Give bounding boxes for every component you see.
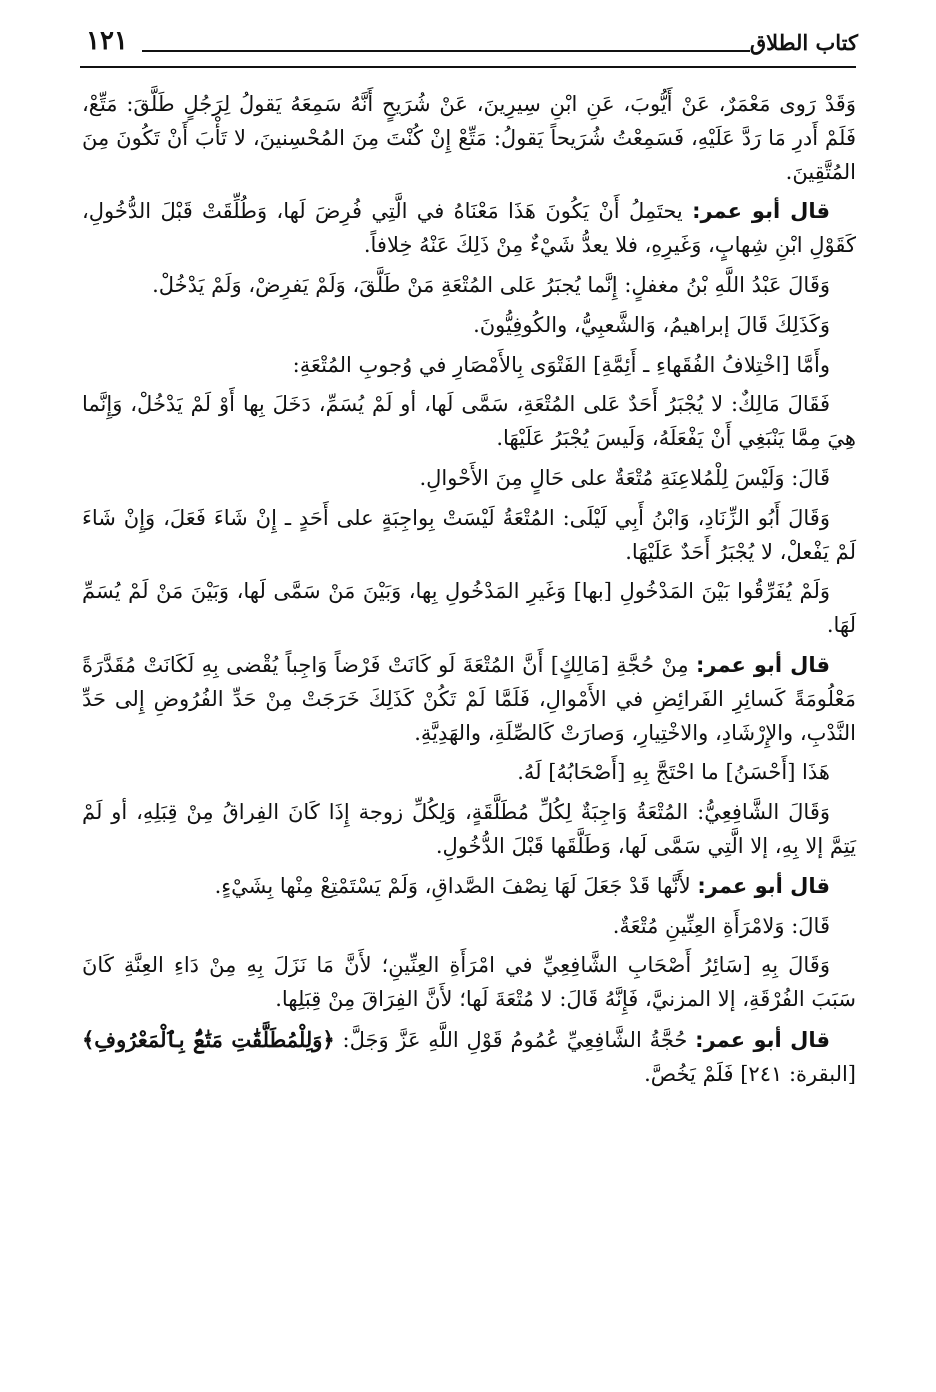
paragraph: وَكَذَلِكَ قَالَ إبراهيمُ، وَالشَّعبِيُّ، والكُوفِيُّونَ. [473,312,830,337]
page-number: ١٢١ [86,26,128,56]
header-rule [80,66,856,68]
paragraph: قَالَ: وَلَيْسَ لِلْمُلاعِنَةِ مُتْعَةٌ على حَالٍ مِنَ الأَحْوالِ. [419,465,830,490]
paragraph: قال أبو عمر: لأَنَّها قَدْ جَعَلَ لَهَا نِصْفَ الصَّداقِ، وَلَمْ يَسْتَمْتِعْ مِنْها بِشَيْءٍ. [214,873,830,898]
author-lead: قال أبو عمر: [696,652,830,677]
paragraph: وَقَالَ أَبُو الزِّنَادِ، وَابْنُ أَبِي لَيْلَى: المُتْعَةُ لَيْسَتْ بِواجِبَةٍ على أَحَدٍ ـ إِنْ شَاءَ فَعَلَ، وَإِنْ شَاءَ لَمْ يَفْعلْ، لا يُجْبَرُ أَحَدٌ عَلَيْهَا. [82,505,856,564]
paragraph: قَالَ: وَلامْرَأَةِ العِنِّينِ مُتْعَةٌ. [612,913,830,938]
author-lead: قال أبو عمر: [695,1027,830,1052]
paragraph: قال أبو عمر: مِنْ حُجَّةِ [مَالِكٍ] أَنَّ المُتْعَةَ لَو كَانَتْ فَرْضاً وَاجِباً يُقْضى بِهِ لَكَانَتْ مُقَدَّرَةً مَعْلُومَةً كَسائِرِ الفَرائِضِ في الأَمْوالِ، فَلَمَّا لَمْ تَكُنْ كَذَلِكَ خَرَجَتْ مِنْ حَدِّ الفُرُوضِ إِلى حَدِّ النَّدْبِ، والإِرْشَادِ، والاخْتِيارِ، وَصارَتْ كَالصِّلَةِ، والهَدِيَّةِ. [82,652,856,745]
paragraph: وَلَمْ يُفَرِّقُوا بَيْنَ المَدْخُولِ [بها] وَغَيرِ المَدْخُولِ بِها، وَبَيْنَ مَنْ سَمَّى لَها، وَبَيْنَ مَنْ لَمْ يُسَمِّ لَهَا. [82,579,856,638]
paragraph: وَقَالَ بِهِ [سَائِرُ أَصْحَابِ الشَّافِعِيِّ في امْرَأَةِ العِنِّينِ؛ لأَنَّ مَا نَزَلَ بِهِ مِنْ دَاءِ العِنَّةِ كَانَ سَبَبَ الفُرْقَةِ، إلا المزنيَّ، فَإِنَّهُ قَالَ: لا مُتْعَةَ لَها؛ لأَنَّ الفِرَاقَ مِنْ قِبَلِها. [82,953,856,1012]
paragraph: وَقَالَ الشَّافِعِيُّ: المُتْعَةُ وَاجِبَةٌ لِكُلِّ مُطَلَّقَةٍ، وَلِكُلِّ زوجة إِذَا كَانَ الفِراقُ مِنْ قِبَلِهِ، أو لَمْ يَتِمَّ إلا بِهِ، إلا الَّتِي سَمَّى لَها، وَطَلَّقَها قَبْلَ الدُّخُولِ. [82,800,856,858]
book-title: كتاب الطلاق [749,30,858,55]
paragraph: قال أبو عمر: يحتَمِلُ أَنْ يَكُونَ هَذَا مَعْنَاهُ في الَّتِي فُرِضَ لَها، وَطُلِّقَتْ قَبْلَ الدُّخُولِ، كَقَوْلِ ابْنِ شِهابٍ، وَغَيرِهِ، فلا يعدُّ شَيْءٌ مِنْ ذَلِكَ عَنْهُ خِلافاً. [82,199,856,258]
page-header [86,28,858,68]
author-lead: قال أبو عمر: [697,873,830,898]
quran-verse: ﴿وَلِلْمُطَلَّقَٰتِ مَتَٰعٌۢ بِٱلْمَعْرُوفِ﴾ [82,1026,335,1052]
paragraph: وأَمَّا [اخْتِلافُ الفُقَهاءِ ـ أَئِمَّةِ] الفَتْوَى بِالأَمْصَارِ في وُجوبِ المُتْعَةِ: [292,352,830,377]
paragraph: قال أبو عمر: حُجَّةُ الشَّافِعِيِّ عُمُومُ قَوْلِ اللَّهِ عَزَّ وَجَلَّ: ﴿وَلِلْمُطَلَّقَٰتِ مَتَٰعٌۢ بِٱلْمَعْرُوفِ﴾ [البقرة: ٢٤١] فَلَمْ يَخُصَّ. [82,1026,856,1086]
paragraph: وَقَدْ رَوى مَعْمَرٌ، عَنْ أَيُّوبَ، عَنِ ابْنِ سِيرِينَ، عَنْ شُرَيحٍ أَنَّهُ سَمِعَهُ يَقولُ لِرَجُلٍ طَلَّقَ: مَتِّعْ، فَلَمْ أَدرِ مَا رَدَّ عَلَيْهِ، فَسَمِعْتُ شُرَيحاً يَقولُ: مَتِّعْ إِنْ كُنْتَ مِنَ المُحْسِنينَ، لا تَأْبَ أَنْ تَكُونَ مِنَ المُتَّقِينَ. [82,92,856,184]
author-lead: قال أبو عمر: [692,199,830,224]
paragraph: هَذَا [أَحْسَنُ] ما احْتَجَّ بِهِ [أَصْحَابُهُ] لَهُ. [517,760,830,785]
paragraph: وَقَالَ عَبْدُ اللَّهِ بْنُ مغفلٍ: إِنَّما يُجبَرُ عَلى المُتْعَةِ مَنْ طَلَّقَ، وَلَمْ يَفرِضْ، وَلَمْ يَدْخُلْ. [152,272,830,297]
paragraph: فَقَالَ مَالِكٌ: لا يُجْبَرُ أَحَدٌ عَلى المُتْعَةِ، سَمَّى لَها، أو لَمْ يُسَمِّ، دَخَلَ بِها أَوْ لَمْ يَدْخُلْ، وَإِنَّما هِيَ مِمَّا يَنْبَغِي أَنْ يَفْعَلَهُ، وَلَيسَ يُجْبَرُ عَلَيْهَا. [82,392,856,451]
page-body [82,88,856,1098]
header-line [142,50,750,52]
